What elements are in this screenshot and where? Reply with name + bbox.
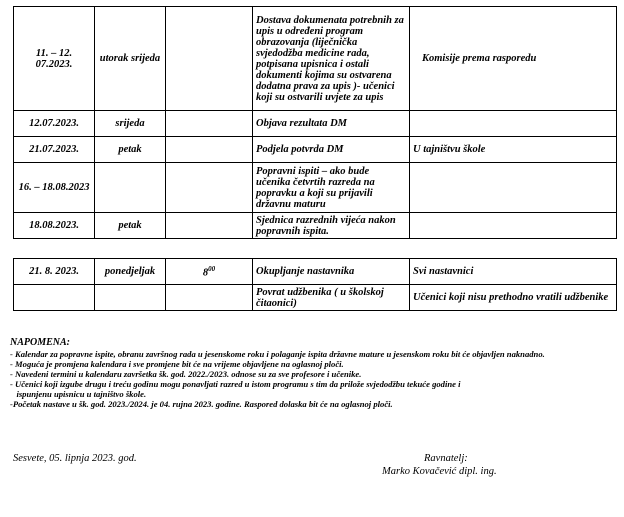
time-hour: 8 <box>202 267 209 279</box>
table-row <box>14 285 617 311</box>
time-cell <box>166 111 253 137</box>
date-cell <box>14 285 95 311</box>
day-cell: petak <box>95 213 166 239</box>
time-cell <box>166 137 253 163</box>
notes-section <box>10 338 620 409</box>
date-cell: 12.07.2023. <box>14 111 95 137</box>
table-row <box>14 163 617 213</box>
time-cell <box>166 7 253 111</box>
date-cell: 16. – 18.08.2023 <box>14 163 95 213</box>
notes-heading: NAPOMENA: <box>10 337 71 348</box>
event-cell: Okupljanje nastavnika <box>253 259 410 285</box>
signatory-name: Marko Kovačević dipl. ing. <box>382 466 497 477</box>
event-cell: Povrat udžbenika ( u školskoj čitaonici) <box>253 285 410 311</box>
table-row <box>14 213 617 239</box>
note-line: ispunjenu upisnicu u tajništvo škole. <box>10 389 147 399</box>
note-line: - Učenici koji izgube drugu i treću godinu mogu ponavljati razred u istom programu s tim da prilože svjedodžbu tekuće godine i <box>10 379 461 389</box>
note-line: - Kalendar za popravne ispite, obranu završnog rada u jesenskome roku i polaganje ispita državne mature u jesenskom roku bit će objavljen naknadno. <box>10 349 545 359</box>
event-cell: Podjela potvrda DM <box>253 137 410 163</box>
event-cell: Sjednica razrednih vijeća nakon popravnih ispita. <box>253 213 410 239</box>
responsible-cell: Učenici koji nisu prethodno vratili udžbenike <box>410 285 617 311</box>
day-cell <box>95 163 166 213</box>
note-line: - Navedeni termini u kalendaru završetka šk. god. 2022./2023. odnose su za sve profesore i učenike. <box>10 369 362 379</box>
schedule-table-2 <box>13 258 617 311</box>
time-minutes: 00 <box>208 265 216 274</box>
note-line: - Moguća je promjena kalendara i sve promjene bit će na vrijeme objavljene na oglasnoj ploči. <box>10 359 344 369</box>
responsible-cell <box>410 111 617 137</box>
event-cell: Objava rezultata DM <box>253 111 410 137</box>
time-cell <box>166 259 253 285</box>
schedule-table-1 <box>13 6 617 239</box>
signatory-title: Ravnatelj: <box>424 453 468 464</box>
time-cell <box>166 163 253 213</box>
responsible-cell <box>410 213 617 239</box>
table-row <box>14 259 617 285</box>
table-row <box>14 7 617 111</box>
responsible-cell: Svi nastavnici <box>410 259 617 285</box>
time-cell <box>166 285 253 311</box>
note-line: -Početak nastave u šk. god. 2023./2024. je 04. rujna 2023. godine. Raspored dolaska bit će na oglasnoj ploči. <box>10 399 393 409</box>
event-cell: Popravni ispiti – ako bude učenika četvrtih razreda na popravku a koji su prijavili državnu maturu <box>253 163 410 213</box>
day-cell: ponedjeljak <box>95 259 166 285</box>
responsible-cell <box>410 163 617 213</box>
day-cell: petak <box>95 137 166 163</box>
day-cell: srijeda <box>95 111 166 137</box>
date-cell: 18.08.2023. <box>14 213 95 239</box>
date-cell: 21.07.2023. <box>14 137 95 163</box>
responsible-cell: Komisije prema rasporedu <box>410 7 617 111</box>
time-cell <box>166 213 253 239</box>
responsible-cell: U tajništvu škole <box>410 137 617 163</box>
table-row <box>14 111 617 137</box>
table-row <box>14 137 617 163</box>
date-cell: 21. 8. 2023. <box>14 259 95 285</box>
day-cell: utorak srijeda <box>95 7 166 111</box>
day-cell <box>95 285 166 311</box>
event-cell: Dostava dokumenata potrebnih za upis u određeni program obrazovanja (liječnička svjedodžba medicine rada, potpisana upisnica i ostali dokumenti kojima su ostvarena dodatna prava za upis )- učenici koji su ostvarili uvjete za upis <box>253 7 410 111</box>
date-cell: 11. – 12. 07.2023. <box>14 7 95 111</box>
place-date: Sesvete, 05. lipnja 2023. god. <box>13 453 137 464</box>
